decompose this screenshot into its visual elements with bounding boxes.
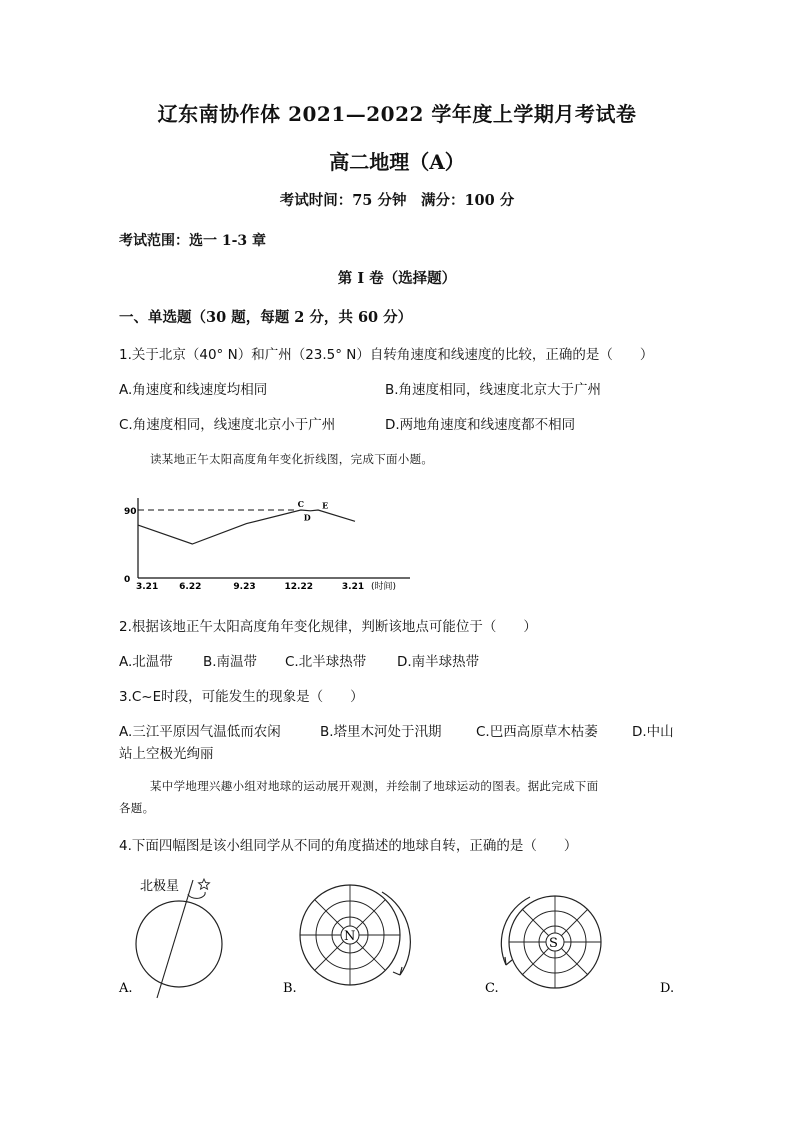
q4-option-b-label: B.	[283, 981, 297, 996]
intro-2-line1: 某中学地理兴趣小组对地球的运动展开观测，并绘制了地球运动的图表。据此完成下面	[150, 779, 599, 793]
y-tick-label: 0	[124, 575, 131, 585]
north-pole-label: N	[344, 929, 356, 944]
q3-option-d-cont: 站上空极光绚丽	[119, 746, 214, 762]
q3-option-b: B.塔里木河处于汛期	[320, 724, 442, 740]
q3-stem: 3.C~E时段，可能发生的现象是（ ）	[119, 689, 364, 705]
q1-stem: 1.关于北京（40° N）和广州（23.5° N）自转角速度和线速度的比较，正确的是（ ）	[119, 347, 654, 363]
q3-option-d: D.中山	[632, 724, 674, 740]
q2-option-d: D.南半球热带	[397, 654, 480, 670]
x-axis-label: (时间)	[371, 582, 397, 592]
y-tick-label: 90	[124, 507, 137, 517]
figure-b-north-pole-view	[300, 885, 410, 985]
figure-c-south-pole-view	[501, 896, 601, 988]
globe-outline	[136, 901, 222, 987]
q1-option-a: A.角速度和线速度均相同	[119, 382, 268, 398]
polaris-label: 北极星	[140, 879, 180, 894]
x-tick-label: 3.21	[341, 582, 365, 592]
figure-a-globe	[136, 878, 222, 998]
south-pole-label: S	[549, 936, 558, 951]
q3-option-a: A.三江平原因气温低而农闲	[119, 724, 281, 740]
q2-option-c: C.北半球热带	[285, 654, 367, 670]
rotation-arrow-icon	[188, 892, 205, 898]
x-tick-label: 12.22	[284, 582, 313, 592]
annotation-c: C	[297, 498, 304, 509]
q2-stem: 2.根据该地正午太阳高度角年变化规律，判断该地点可能位于（ ）	[119, 619, 537, 635]
intro-2-line2: 各题。	[119, 801, 155, 815]
exam-title: 辽东南协作体 2021—2022 学年度上学期月考试卷	[157, 102, 637, 126]
q4-option-c-label: C.	[485, 981, 499, 996]
q4-stem: 4.下面四幅图是该小组同学从不同的角度描述的地球自转，正确的是（ ）	[119, 838, 578, 854]
x-tick-label: 6.22	[179, 582, 202, 592]
intro-1: 读某地正午太阳高度角年变化折线图，完成下面小题。	[150, 452, 434, 466]
section-heading: 一、单选题（30 题，每题 2 分，共 60 分）	[119, 309, 413, 326]
q1-option-b: B.角速度相同，线速度北京大于广州	[385, 382, 602, 398]
rotation-arrow-icon	[382, 892, 410, 975]
x-tick-label: 3.21	[136, 582, 159, 592]
q4-option-d-label: D.	[660, 981, 675, 996]
exam-scope: 考试范围：选一 1-3 章	[119, 233, 267, 249]
annotation-d: D	[303, 512, 311, 523]
q2-option-b: B.南温带	[203, 654, 258, 670]
q3-option-c: C.巴西高原草木枯萎	[476, 724, 598, 740]
q1-option-c: C.角速度相同，线速度北京小于广州	[119, 417, 336, 433]
star-icon	[199, 879, 210, 889]
earth-axis	[157, 880, 193, 998]
x-tick-label: 9.23	[233, 582, 256, 592]
exam-subtitle: 高二地理（A）	[329, 150, 465, 174]
annotation-e: E	[322, 500, 329, 511]
q1-option-d: D.两地角速度和线速度都不相同	[385, 417, 576, 433]
exam-info: 考试时间：75 分钟 满分：100 分	[279, 192, 515, 209]
q4-option-a-label: A.	[119, 981, 133, 996]
volume-heading: 第 I 卷（选择题）	[337, 270, 457, 287]
q2-option-a: A.北温带	[119, 654, 173, 670]
